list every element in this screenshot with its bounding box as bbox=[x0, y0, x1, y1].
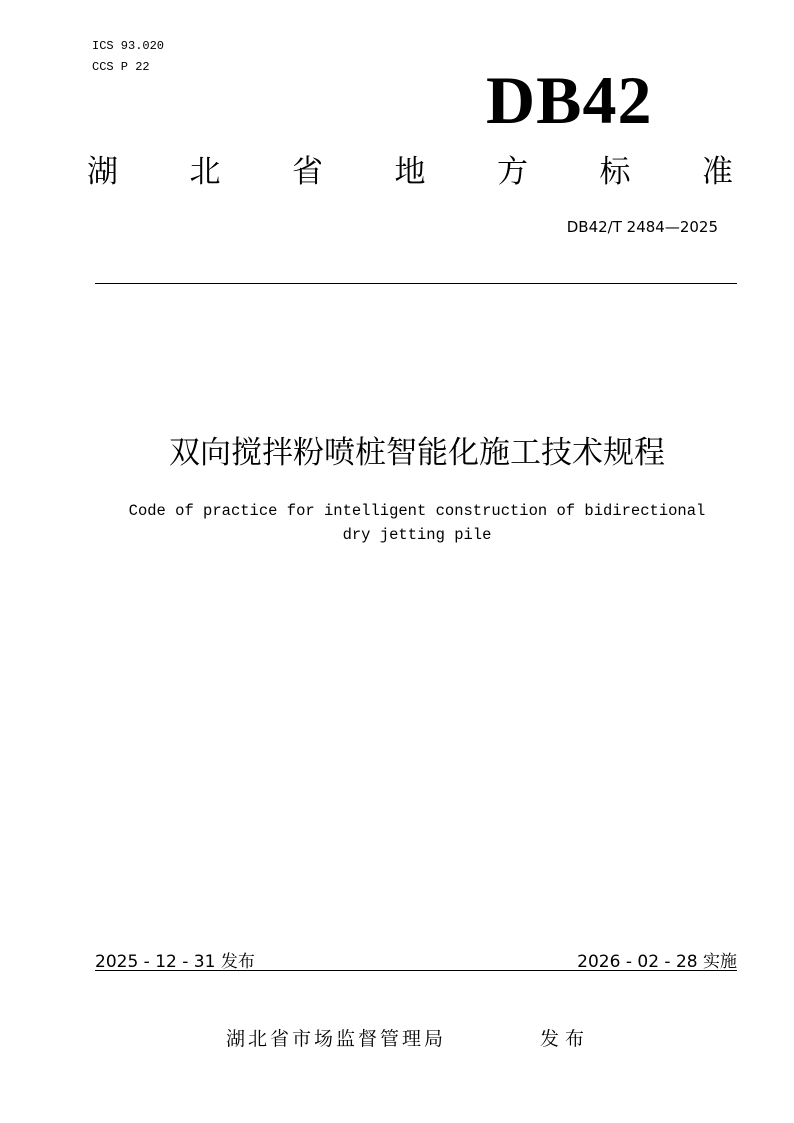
publish-date: 2025 - 12 - 31 发布 bbox=[95, 952, 255, 972]
document-title-en-line2: dry jetting pile bbox=[342, 526, 492, 544]
issuer: 湖北省市场监督管理局 bbox=[226, 1028, 447, 1050]
header-divider bbox=[95, 283, 737, 284]
heading-char: 标 bbox=[599, 154, 631, 190]
implement-date: 2026 - 02 - 28 实施 bbox=[577, 952, 737, 972]
db42-logo: DB42 bbox=[486, 62, 653, 138]
ics-code: ICS 93.020 bbox=[92, 39, 165, 53]
heading-char: 省 bbox=[292, 154, 323, 190]
heading-char: 准 bbox=[702, 154, 733, 190]
heading-char: 湖 bbox=[87, 154, 118, 190]
heading-char: 北 bbox=[189, 154, 221, 190]
ccs-code: CCS P 22 bbox=[92, 60, 150, 74]
standard-type-heading bbox=[87, 152, 733, 192]
heading-char: 方 bbox=[497, 154, 528, 190]
issue-label: 发布 bbox=[540, 1028, 591, 1050]
document-title-cn: 双向搅拌粉喷桩智能化施工技术规程 bbox=[169, 435, 665, 471]
footer-divider bbox=[95, 970, 737, 971]
document-title-en-line1: Code of practice for intelligent construction of bidirectional bbox=[128, 502, 706, 520]
heading-char: 地 bbox=[394, 154, 426, 190]
standard-code: DB42/T 2484—2025 bbox=[566, 218, 718, 236]
